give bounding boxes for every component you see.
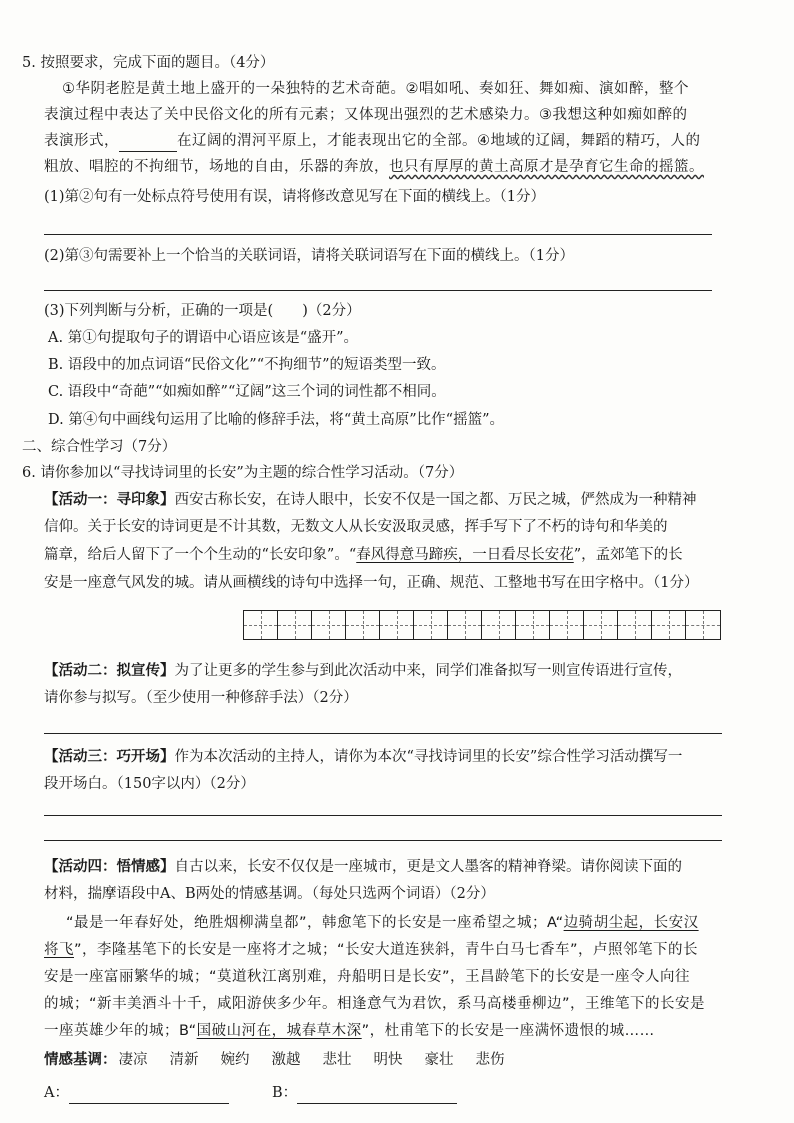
- answer-a: A：: [44, 1083, 229, 1104]
- q6-header: 6. 请你参加以“寻找诗词里的长安”为主题的综合性学习活动。（7分）: [22, 465, 464, 481]
- tag[interactable]: 凄凉: [118, 1052, 148, 1068]
- grid-cell[interactable]: [346, 611, 380, 639]
- grid-cell[interactable]: [414, 611, 448, 639]
- activity4-line: 材料，揣摩语段中A、B两处的情感基调。（每处只选两个词语）（2分）: [44, 886, 495, 902]
- tag[interactable]: 明快: [373, 1052, 403, 1068]
- tags-label: 情感基调：: [44, 1051, 117, 1068]
- activity1-tag: 【活动一：寻印象】: [44, 491, 175, 508]
- activity1-line: 安是一座意气风发的城。请从画横线的诗句中选择一句，正确、规范、工整地书写在田字格中。（1分）: [44, 575, 699, 591]
- answer-b: B：: [272, 1083, 457, 1104]
- activity2-line: 【活动二：拟宣传】为了让更多的学生参与到此次活动中来，同学们准备拟写一则宣传语进行宣传，: [44, 662, 682, 679]
- section-title: 二、综合性学习（7分）: [22, 439, 177, 455]
- tianzige-grid[interactable]: [243, 610, 721, 640]
- option-d[interactable]: D. 第④句中画线句运用了比喻的修辞手法，将“黄土高原”比作“摇篮”。: [48, 412, 504, 428]
- answer-a-blank[interactable]: [69, 1083, 229, 1104]
- underlined-poem: 边骑胡尘起，长安汉: [563, 915, 699, 931]
- answer-line[interactable]: [44, 733, 722, 734]
- activity2-line: 请你参与拟写。（至少使用一种修辞手法）（2分）: [44, 690, 358, 706]
- material-line: “最是一年春好处，绝胜烟柳满皇都”，韩愈笔下的长安是一座希望之城；A“边骑胡尘起，长安汉: [66, 915, 699, 931]
- answer-line[interactable]: [44, 840, 722, 841]
- underlined-poem: 将飞: [44, 942, 74, 958]
- tag[interactable]: 激越: [271, 1052, 301, 1068]
- activity1-line: 【活动一：寻印象】西安古称长安，在诗人眼中，长安不仅是一国之都、万民之城，俨然成为一种精神: [44, 491, 697, 508]
- underlined-poem: 国破山河在，城春草木深: [196, 1023, 362, 1039]
- q5-sub2: (2)第③句需要补上一个恰当的关联词语，请将关联词语写在下面的横线上。（1分）: [44, 248, 575, 264]
- wavy-underlined-sentence: 也只有厚厚的黄土高原才是孕育它生命的摇篮。: [389, 159, 704, 175]
- option-b[interactable]: B. 语段中的加点词语“民俗文化”“不拘细节”的短语类型一致。: [48, 357, 446, 373]
- tag[interactable]: 婉约: [220, 1052, 250, 1068]
- material-line: 的城；“新丰美酒斗十千，咸阳游侠多少年。相逢意气为君饮，系马高楼垂柳边”，王维笔下的长安是: [44, 996, 706, 1012]
- q5-sub1: (1)第②句有一处标点符号使用有误，请将修改意见写在下面的横线上。（1分）: [44, 189, 546, 205]
- activity3-line: 段开场白。（150字以内）（2分）: [44, 776, 255, 792]
- answer-b-blank[interactable]: [297, 1083, 457, 1104]
- underlined-poem: 春风得意马蹄疾，一日看尽长安花: [356, 547, 574, 563]
- tag[interactable]: 悲伤: [475, 1052, 505, 1068]
- emotion-tags: [44, 1050, 527, 1070]
- activity4-line: 【活动四：悟情感】自古以来，长安不仅仅是一座城市，更是文人墨客的精神脊梁。请你阅读下面的: [44, 858, 682, 875]
- option-a[interactable]: A. 第①句提取句子的谓语中心语应该是“盛开”。: [48, 330, 359, 346]
- grid-cell[interactable]: [448, 611, 482, 639]
- grid-cell[interactable]: [482, 611, 516, 639]
- q5-passage-line: ①华阴老腔是黄土地上盛开的一朵独特的艺术奇葩。②唱如吼、奏如狂、舞如痴、演如醉，整个: [62, 81, 689, 97]
- grid-cell[interactable]: [618, 611, 652, 639]
- material-line: 将飞”，李隆基笔下的长安是一座将才之城；“长安大道连狭斜，青牛白马七香车”，卢照邻笔下的长: [44, 942, 699, 958]
- activity3-tag: 【活动三：巧开场】: [44, 748, 175, 765]
- q5-sub3: (3)下列判断与分析，正确的一项是( )（2分）: [44, 303, 361, 319]
- activity2-tag: 【活动二：拟宣传】: [44, 662, 175, 679]
- material-line: 一座英雄少年的城；B“国破山河在，城春草木深”，杜甫笔下的长安是一座满怀遗恨的城……: [44, 1023, 655, 1039]
- grid-cell[interactable]: [244, 611, 278, 639]
- material-line: 安是一座富丽繁华的城；“莫道秋江离别难，舟船明日是长安”，王昌龄笔下的长安是一座令人向往: [44, 969, 691, 985]
- answer-line[interactable]: [44, 815, 722, 816]
- grid-cell[interactable]: [686, 611, 720, 639]
- q5-passage-line: 粗放、唱腔的不拘细节，场地的自由，乐器的奔放，也只有厚厚的黄土高原才是孕育它生命的摇篮。: [44, 159, 704, 175]
- answer-line[interactable]: [44, 290, 712, 291]
- option-c[interactable]: C. 语段中“奇葩”“如痴如醉”“辽阔”这三个词的词性都不相同。: [48, 384, 446, 400]
- grid-cell[interactable]: [584, 611, 618, 639]
- tag[interactable]: 悲壮: [322, 1052, 352, 1068]
- grid-cell[interactable]: [278, 611, 312, 639]
- activity1-line: 信仰。关于长安的诗词更是不计其数，无数文人从长安汲取灵感，挥手写下了不朽的诗句和华美的: [44, 519, 668, 535]
- activity3-line: 【活动三：巧开场】作为本次活动的主持人，请你为本次“寻找诗词里的长安”综合性学习活动撰写一: [44, 748, 683, 765]
- grid-cell[interactable]: [380, 611, 414, 639]
- grid-cell[interactable]: [550, 611, 584, 639]
- tag[interactable]: 豪壮: [424, 1052, 454, 1068]
- q5-passage-line: 表演形式， 在辽阔的渭河平原上，才能表现出它的全部。④地域的辽阔，舞蹈的精巧，人的: [44, 131, 701, 152]
- tag[interactable]: 清新: [169, 1052, 199, 1068]
- q5-fill-blank[interactable]: [119, 131, 177, 152]
- q5-header: 5. 按照要求，完成下面的题目。（4分）: [22, 55, 275, 71]
- activity4-tag: 【活动四：悟情感】: [44, 858, 175, 875]
- q5-passage-line: 表演过程中表达了关中民俗文化的所有元素；又体现出强烈的艺术感染力。③我想这种如痴如醉的: [44, 107, 688, 123]
- grid-cell[interactable]: [312, 611, 346, 639]
- activity1-line: 篇章，给后人留下了一个个生动的“长安印象”。“春风得意马蹄疾，一日看尽长安花”，孟郊笔下的长: [44, 547, 683, 563]
- grid-cell[interactable]: [516, 611, 550, 639]
- grid-cell[interactable]: [652, 611, 686, 639]
- answer-line[interactable]: [44, 234, 712, 235]
